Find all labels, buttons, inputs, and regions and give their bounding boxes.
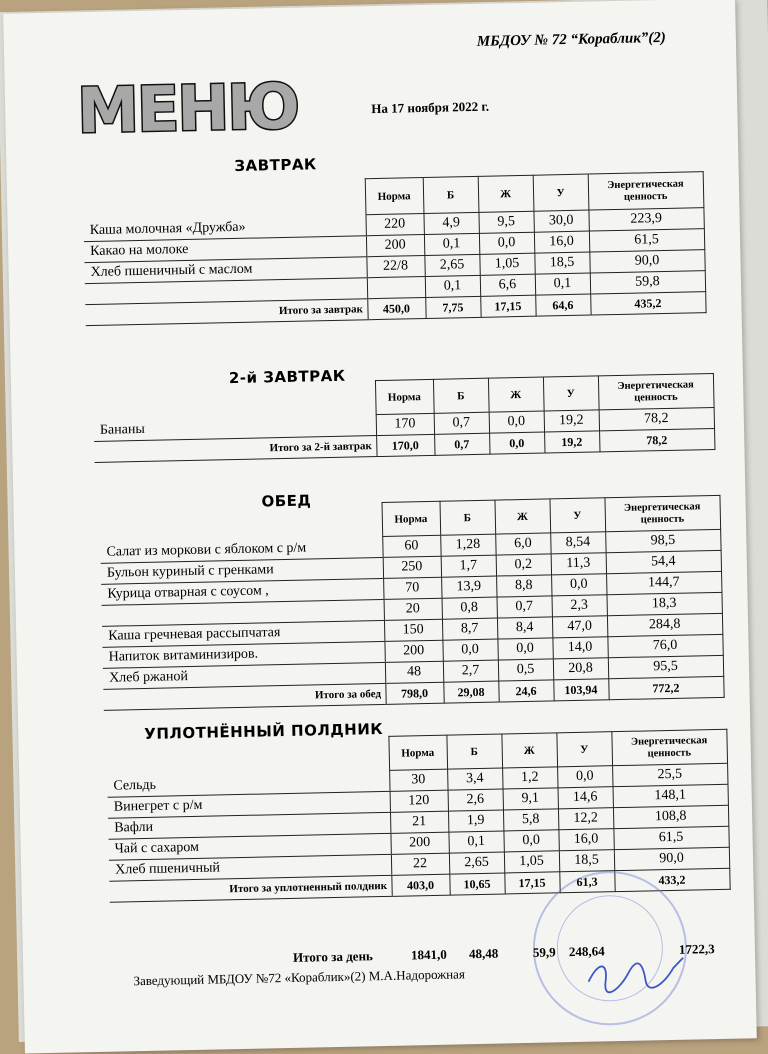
total-label: Итого за 2-й завтрак (94, 436, 376, 463)
cell-e: 772,2 (608, 676, 723, 699)
cell-zh: 0,0 (497, 638, 552, 660)
col-norma: Норма (375, 379, 434, 414)
cell-norma: 22 (391, 853, 449, 875)
cell-e: 78,2 (599, 428, 714, 451)
breakfast-title: ЗАВТРАК (234, 155, 317, 175)
col-b: Б (423, 176, 479, 213)
col-norma: Норма (365, 178, 424, 215)
menu-date: На 17 ноября 2022 г. (371, 98, 490, 117)
cell-norma (367, 277, 425, 299)
cell-e: 78,2 (599, 407, 714, 430)
cell-e: 95,5 (608, 655, 723, 678)
cell-e: 223,9 (588, 208, 703, 231)
cell-zh: 5,8 (503, 809, 558, 831)
dish-name: Хлеб пшеничный с маслом (84, 257, 366, 284)
cell-e: 144,7 (606, 571, 721, 594)
cell-e: 148,1 (613, 784, 728, 807)
cell-norma: 120 (390, 790, 448, 812)
cell-e: 61,5 (589, 229, 704, 252)
cell-zh: 0,5 (498, 659, 553, 681)
dish-name: Салат из моркови с яблоком с р/м (100, 536, 382, 563)
cell-zh: 24,6 (498, 680, 553, 702)
cell-e: 108,8 (613, 805, 728, 828)
day-total-b: 48,48 (468, 945, 499, 962)
cell-norma: 170,0 (376, 434, 434, 456)
breakfast2-title: 2-й ЗАВТРАК (228, 366, 346, 388)
breakfast-table (83, 171, 706, 326)
col-u: У (556, 732, 612, 767)
cell-b: 8,7 (442, 618, 497, 640)
cell-e: 90,0 (589, 250, 704, 273)
cell-b: 1,28 (440, 534, 495, 556)
cell-e: 59,8 (590, 271, 705, 294)
cell-e: 284,8 (607, 613, 722, 636)
col-zh: Ж (501, 733, 557, 768)
dish-name: Бананы (94, 415, 376, 442)
cell-u: 12,2 (558, 808, 613, 830)
cell-u: 8,54 (550, 532, 605, 554)
day-total-zh: 59,9 (532, 944, 556, 960)
cell-b: 1,7 (441, 555, 496, 577)
cell-u: 103,94 (553, 679, 608, 701)
lunch-title: ОБЕД (261, 491, 312, 511)
cell-zh: 1,2 (502, 767, 557, 789)
cell-norma: 21 (390, 811, 448, 833)
cell-zh: 0,0 (489, 432, 544, 454)
header-spacer (83, 179, 366, 221)
cell-e: 54,4 (606, 550, 721, 573)
cell-zh: 0,7 (497, 596, 552, 618)
cell-b: 0,7 (434, 412, 489, 434)
lunch-table (100, 495, 725, 711)
col-u: У (533, 174, 589, 211)
cell-u: 30,0 (533, 210, 588, 232)
cell-e: 18,3 (606, 592, 721, 615)
dish-name: Вафли (108, 812, 390, 839)
cell-u: 14,0 (552, 637, 607, 659)
cell-zh: 17,15 (504, 872, 559, 894)
dish-name: Хлеб пшеничный (109, 854, 391, 881)
total-label: Итого за уплотненный полдник (109, 875, 391, 902)
total-label: Итого за завтрак (85, 299, 367, 326)
cell-u: 2,3 (552, 595, 607, 617)
cell-norma: 30 (389, 769, 447, 791)
dish-name: Сельдь (107, 770, 389, 797)
cell-norma: 798,0 (385, 682, 443, 704)
dish-name: Каша молочная «Дружба» (84, 215, 366, 242)
cell-u: 64,6 (535, 294, 590, 316)
col-zh: Ж (494, 499, 550, 534)
cell-norma: 220 (365, 214, 423, 236)
cell-norma: 20 (384, 598, 442, 620)
cell-norma: 60 (382, 535, 440, 557)
cell-u: 0,0 (557, 766, 612, 788)
cell-zh: 9,1 (503, 788, 558, 810)
cell-norma: 200 (366, 235, 424, 257)
cell-e: 98,5 (605, 529, 720, 552)
cell-u: 11,3 (551, 553, 606, 575)
day-total-norma: 1841,0 (410, 946, 447, 963)
cell-e: 61,5 (613, 826, 728, 849)
cell-b: 0,7 (434, 433, 489, 455)
dish-name: Какао на молоке (84, 236, 366, 263)
day-total-label: Итого за день (292, 948, 373, 965)
cell-zh: 6,0 (495, 533, 550, 555)
dish-name: Напиток витаминизиров. (102, 641, 384, 668)
cell-b: 2,65 (424, 254, 479, 276)
cell-e: 90,0 (614, 847, 729, 870)
col-energy: Энергетическая ценность (611, 729, 727, 765)
cell-zh: 9,5 (478, 211, 533, 233)
cell-u: 19,2 (544, 431, 599, 453)
col-u: У (543, 376, 599, 411)
menu-logo (76, 64, 378, 150)
cell-b: 0,0 (442, 639, 497, 661)
cell-e: 435,2 (590, 292, 705, 315)
cell-zh: 8,8 (496, 575, 551, 597)
breakfast2-table (93, 373, 715, 463)
handwritten-signature (583, 950, 694, 1002)
cell-u: 16,0 (558, 829, 613, 851)
cell-b: 2,65 (449, 852, 504, 874)
cell-norma: 250 (383, 556, 441, 578)
cell-b: 2,7 (443, 660, 498, 682)
cell-e: 76,0 (607, 634, 722, 657)
lunch-rows (100, 529, 723, 710)
cell-b: 7,75 (425, 296, 480, 318)
menu-sheet (3, 0, 757, 1054)
cell-u: 18,5 (534, 252, 589, 274)
cell-b: 2,6 (448, 789, 503, 811)
cell-norma: 70 (383, 577, 441, 599)
cell-b: 13,9 (441, 576, 496, 598)
cell-u: 0,1 (535, 273, 590, 295)
col-u: У (549, 498, 605, 533)
cell-zh: 8,4 (497, 617, 552, 639)
cell-norma: 170 (376, 413, 434, 435)
col-energy: Энергетическая ценность (588, 172, 704, 210)
dish-name: Хлеб ржаной (103, 662, 385, 689)
dish-name: Каша гречневая рассыпчатая (102, 620, 384, 647)
cell-norma: 150 (384, 619, 442, 641)
cell-zh: 17,15 (480, 295, 535, 317)
dish-name: Бульон куриный с гренками (101, 557, 383, 584)
dish-name: Чай с сахаром (109, 833, 391, 860)
col-energy: Энергетическая ценность (598, 373, 714, 409)
cell-norma: 200 (384, 640, 442, 662)
cell-b: 0,8 (442, 597, 497, 619)
cell-u: 47,0 (552, 616, 607, 638)
cell-norma: 403,0 (391, 874, 449, 896)
cell-b: 0,1 (424, 233, 479, 255)
cell-b: 29,08 (443, 681, 498, 703)
cell-norma: 450,0 (367, 298, 425, 320)
col-energy: Энергетическая ценность (604, 495, 720, 531)
col-zh: Ж (478, 175, 534, 212)
cell-e: 25,5 (612, 763, 727, 786)
organization-name: МБДОУ № 72 “Кораблик”(2) (476, 29, 667, 50)
cell-u: 19,2 (544, 410, 599, 432)
cell-b: 1,9 (448, 810, 503, 832)
col-b: Б (439, 500, 495, 535)
col-norma: Норма (382, 501, 441, 536)
cell-zh: 0,0 (479, 232, 534, 254)
breakfast-rows (84, 208, 706, 326)
cell-norma: 200 (390, 832, 448, 854)
col-b: Б (433, 378, 489, 413)
cell-u: 14,6 (558, 787, 613, 809)
cell-norma: 22/8 (366, 256, 424, 278)
col-norma: Норма (388, 735, 447, 770)
cell-u: 20,8 (553, 658, 608, 680)
col-b: Б (446, 734, 502, 769)
cell-zh: 1,05 (479, 253, 534, 275)
cell-u: 16,0 (534, 231, 589, 253)
day-total-u: 248,64 (568, 943, 605, 960)
director-signature-line: Заведующий МБДОУ №72 «Кораблик»(2) М.А.Надорожная (133, 966, 466, 989)
cell-u: 0,0 (551, 574, 606, 596)
cell-zh: 0,0 (503, 830, 558, 852)
cell-u: 61,3 (559, 871, 614, 893)
cell-zh: 6,6 (480, 274, 535, 296)
col-zh: Ж (488, 377, 544, 412)
cell-b: 10,65 (449, 873, 504, 895)
cell-u: 18,5 (559, 850, 614, 872)
total-label: Итого за обед (103, 683, 385, 710)
dish-name: Курица отварная с соусом , (101, 578, 383, 605)
day-total-energy: 1722,3 (678, 941, 715, 957)
cell-e: 433,2 (614, 868, 729, 891)
cell-b: 0,1 (448, 831, 503, 853)
cell-norma: 48 (385, 661, 443, 683)
cell-b: 4,9 (423, 212, 478, 234)
dish-name: Винегрет с р/м (108, 791, 390, 818)
menu-logo-text: МЕНЮ (76, 69, 299, 148)
snack-title: УПЛОТНЁННЫЙ ПОЛДНИК (144, 719, 384, 743)
cell-zh: 0,2 (496, 554, 551, 576)
cell-zh: 1,05 (504, 851, 559, 873)
cell-zh: 0,0 (489, 411, 544, 433)
cell-b: 3,4 (447, 768, 502, 790)
cell-b: 0,1 (425, 275, 480, 297)
